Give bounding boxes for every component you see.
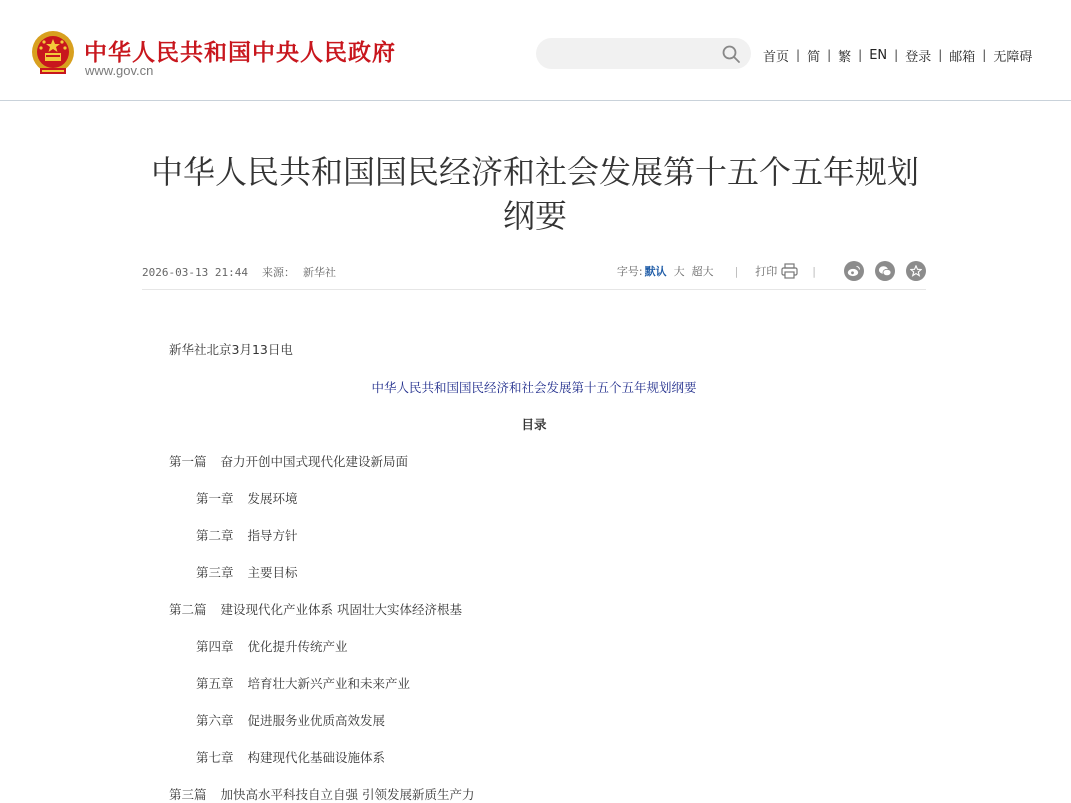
font-size-default[interactable]: 默认	[644, 265, 667, 278]
weibo-icon[interactable]	[844, 261, 864, 281]
search-input[interactable]	[550, 44, 710, 63]
font-size-extra-large[interactable]: 超大	[691, 265, 714, 278]
toc-number: 第三篇	[169, 787, 207, 802]
publish-date: 2026-03-13 21:44	[142, 266, 248, 279]
nav-separator: |	[796, 48, 801, 62]
article-publish-info	[142, 264, 336, 280]
toc-chapter	[196, 489, 298, 507]
toc-text: 奋力开创中国式现代化建设新局面	[220, 454, 409, 469]
site-header	[0, 0, 1071, 101]
toc-number: 第七章	[196, 750, 234, 765]
source-name: 新华社	[302, 266, 336, 279]
toc-text: 主要目标	[247, 565, 298, 580]
toc-text: 发展环境	[247, 491, 298, 506]
toc-text: 促进服务业优质高效发展	[247, 713, 386, 728]
nav-simplified[interactable]: 简	[807, 49, 821, 65]
toc-number: 第二章	[196, 528, 234, 543]
favorite-icon[interactable]	[906, 261, 926, 281]
font-size-large[interactable]: 大	[673, 265, 685, 278]
toc-text: 建设现代化产业体系 巩固壮大实体经济根基	[220, 602, 462, 617]
font-size-label: 字号:	[616, 265, 643, 278]
site-domain: www.gov.cn	[85, 63, 154, 78]
nav-english[interactable]: EN	[869, 47, 888, 63]
nav-home[interactable]: 首页	[763, 49, 790, 65]
wechat-icon[interactable]	[875, 261, 895, 281]
toc-number: 第五章	[196, 676, 234, 691]
national-emblem-icon[interactable]	[28, 28, 78, 80]
article-tools	[617, 260, 926, 282]
toc-text: 加快高水平科技自立自强 引领发展新质生产力	[220, 787, 475, 802]
toc-chapter	[196, 637, 348, 655]
toc-number: 第二篇	[169, 602, 207, 617]
nav-accessibility[interactable]: 无障碍	[993, 49, 1033, 65]
document-title: 中华人民共和国国民经济和社会发展第十五个五年规划纲要	[371, 380, 697, 395]
toc-part	[169, 600, 462, 618]
article-title: 中华人民共和国国民经济和社会发展第十五个五年规划纲要	[150, 153, 919, 235]
toc-text: 优化提升传统产业	[247, 639, 348, 654]
toc-text: 构建现代化基础设施体系	[247, 750, 386, 765]
toc-chapter	[196, 748, 385, 766]
source-label: 来源：	[261, 266, 295, 279]
search-icon[interactable]	[721, 44, 741, 64]
toc-number: 第六章	[196, 713, 234, 728]
search-box[interactable]	[536, 38, 751, 69]
nav-separator: |	[827, 48, 832, 62]
toc-number: 第一章	[196, 491, 234, 506]
toc-chapter	[196, 526, 298, 544]
print-label[interactable]: 打印	[755, 265, 778, 278]
toc-text: 指导方针	[247, 528, 298, 543]
toc-part	[169, 785, 475, 803]
toc-part	[169, 452, 408, 470]
toc-number: 第四章	[196, 639, 234, 654]
tools-divider: |	[812, 264, 816, 278]
toc-heading: 目录	[521, 417, 547, 432]
nav-separator: |	[858, 48, 863, 62]
toc-chapter	[196, 711, 385, 729]
tools-divider: |	[734, 264, 739, 278]
site-name[interactable]: 中华人民共和国中央人民政府	[84, 40, 396, 66]
nav-mail[interactable]: 邮箱	[949, 49, 976, 65]
toc-chapter	[196, 674, 410, 692]
printer-icon[interactable]	[781, 263, 798, 279]
nav-separator: |	[894, 48, 899, 62]
toc-number: 第一篇	[169, 454, 207, 469]
nav-traditional[interactable]: 繁	[838, 49, 852, 65]
top-nav	[763, 46, 1032, 64]
article-meta	[142, 260, 926, 290]
toc-number: 第三章	[196, 565, 234, 580]
dateline: 新华社北京3月13日电	[169, 342, 293, 357]
nav-login[interactable]: 登录	[905, 49, 932, 65]
nav-separator: |	[982, 48, 987, 62]
toc-chapter	[196, 563, 298, 581]
toc-text: 培育壮大新兴产业和未来产业	[247, 676, 411, 691]
nav-separator: |	[938, 48, 943, 62]
